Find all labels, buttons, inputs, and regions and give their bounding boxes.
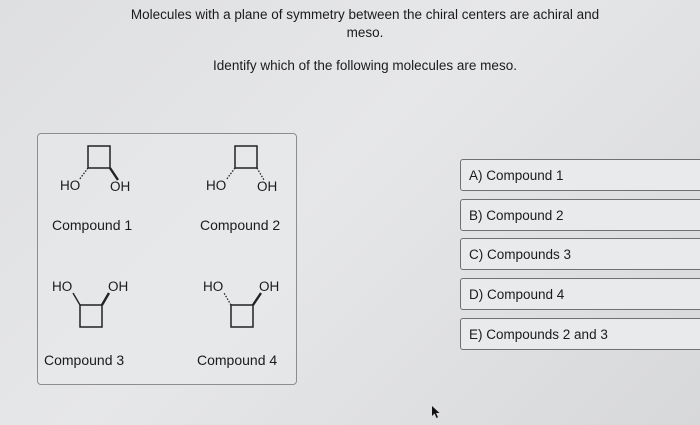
- compound-4-ho-label: HO: [203, 279, 224, 294]
- compound-2-structure: [204, 138, 314, 198]
- compound-3-oh-label: OH: [108, 279, 129, 294]
- compound-4-name: Compound 4: [197, 352, 278, 368]
- option-c-button[interactable]: C) Compounds 3: [460, 238, 700, 270]
- compound-2-ho-label: HO: [206, 178, 227, 193]
- question-instruction: Identify which of the following molecules are meso.: [213, 58, 517, 73]
- compound-1-name: Compound 1: [52, 217, 133, 233]
- prompt-line-1: Molecules with a plane of symmetry between the chiral centers are achiral and: [130, 7, 600, 22]
- compound-2-name: Compound 2: [200, 217, 281, 233]
- compound-3-ho-label: HO: [52, 279, 73, 294]
- compound-1-ho-label: HO: [60, 178, 81, 193]
- compound-4-oh-label: OH: [259, 279, 280, 294]
- compound-1-oh-label: OH: [110, 179, 131, 194]
- option-d-button[interactable]: D) Compound 4: [460, 278, 700, 310]
- question-prompt: [100, 6, 630, 42]
- compound-1-structure: [55, 138, 165, 198]
- compound-2-oh-label: OH: [257, 179, 278, 194]
- cursor-icon: [431, 405, 441, 419]
- compound-3-structure: [48, 275, 158, 335]
- option-b-button[interactable]: B) Compound 2: [460, 199, 700, 231]
- prompt-line-2: meso.: [346, 25, 384, 40]
- compound-3-name: Compound 3: [44, 352, 125, 368]
- compound-4-structure: [198, 275, 308, 335]
- option-a-button[interactable]: A) Compound 1: [460, 159, 700, 191]
- option-e-button[interactable]: E) Compounds 2 and 3: [460, 318, 700, 350]
